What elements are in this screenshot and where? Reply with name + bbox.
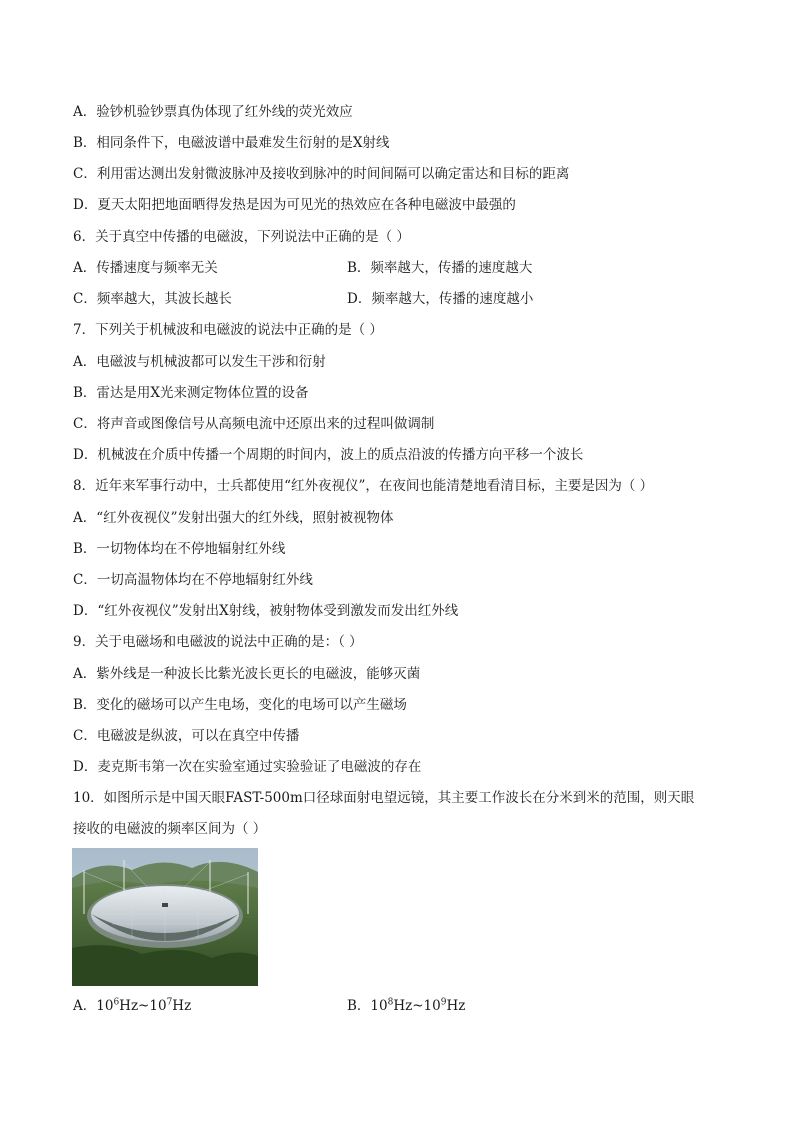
q8-option-b: B．一切物体均在不停地辐射红外线 — [73, 541, 286, 557]
q7-option-d: D．机械波在介质中传播一个周期的时间内，波上的质点沿波的传播方向平移一个波长 — [73, 447, 584, 463]
q6-option-d: D．频率越大，传播的速度越小 — [347, 291, 534, 307]
q10-option-a-prefix: A．10 — [73, 998, 114, 1014]
q6-option-c: C．频率越大，其波长越长 — [73, 291, 232, 307]
q10-option-a-exponent2: 7 — [166, 997, 173, 1008]
q9-option-c: C．电磁波是纵波，可以在真空中传播 — [73, 728, 300, 744]
q10-option-a-mid: Hz~10 — [119, 998, 167, 1014]
q10-option-a-unit: Hz — [172, 998, 192, 1014]
q9-option-d: D．麦克斯韦第一次在实验室通过实验验证了电磁波的存在 — [73, 759, 422, 775]
q8-option-d: D．“红外夜视仪”发射出X射线，被射物体受到激发而发出红外线 — [73, 603, 459, 619]
q10-option-b-mid: Hz~10 — [393, 998, 441, 1014]
q7-option-a: A．电磁波与机械波都可以发生干涉和衍射 — [73, 354, 326, 370]
q10-option-b-prefix: B．10 — [347, 998, 388, 1014]
q7-option-c: C．将声音或图像信号从高频电流中还原出来的过程叫做调制 — [73, 416, 435, 432]
q6-stem: 6．关于真空中传播的电磁波，下列说法中正确的是（ ） — [73, 229, 410, 245]
q5-option-c: C．利用雷达测出发射微波脉冲及接收到脉冲的时间间隔可以确定雷达和目标的距离 — [73, 166, 570, 182]
q6-option-a: A．传播速度与频率无关 — [73, 260, 218, 276]
q5-option-d: D．夏天太阳把地面晒得发热是因为可见光的热效应在各种电磁波中最强的 — [73, 197, 516, 213]
q10-option-b-exponent2: 9 — [440, 997, 447, 1008]
q10-option-a — [73, 996, 191, 1016]
q8-stem: 8．近年来军事行动中，士兵都使用“红外夜视仪”，在夜间也能清楚地看清目标，主要是因为（ ） — [73, 478, 654, 494]
q9-stem: 9．关于电磁场和电磁波的说法中正确的是：（ ） — [73, 634, 363, 650]
q10-stem-line2: 接收的电磁波的频率区间为（ ） — [73, 821, 267, 837]
q8-option-a: A．“红外夜视仪”发射出强大的红外线，照射被视物体 — [73, 510, 394, 526]
q7-option-b: B．雷达是用X光来测定物体位置的设备 — [73, 385, 309, 401]
q10-stem-line1: 10．如图所示是中国天眼FAST-500m口径球面射电望远镜，其主要工作波长在分米到米的范围，则天眼 — [73, 790, 695, 806]
fast-telescope-photo — [72, 848, 258, 986]
q8-option-c: C．一切高温物体均在不停地辐射红外线 — [73, 572, 313, 588]
q10-option-a-exponent1: 6 — [113, 997, 120, 1008]
q10-option-b-exponent1: 8 — [387, 997, 394, 1008]
q10-option-b — [347, 996, 465, 1016]
q6-option-b: B．频率越大，传播的速度越大 — [347, 260, 533, 276]
q9-option-a: A．紫外线是一种波长比紫光波长更长的电磁波，能够灭菌 — [73, 666, 421, 682]
q9-option-b: B．变化的磁场可以产生电场，变化的电场可以产生磁场 — [73, 697, 407, 713]
q5-option-b: B．相同条件下，电磁波谱中最难发生衍射的是X射线 — [73, 135, 390, 151]
q10-option-b-unit: Hz — [446, 998, 466, 1014]
q5-option-a: A．验钞机验钞票真伪体现了红外线的荧光效应 — [73, 104, 353, 120]
q7-stem: 7．下列关于机械波和电磁波的说法中正确的是（ ） — [73, 322, 383, 338]
